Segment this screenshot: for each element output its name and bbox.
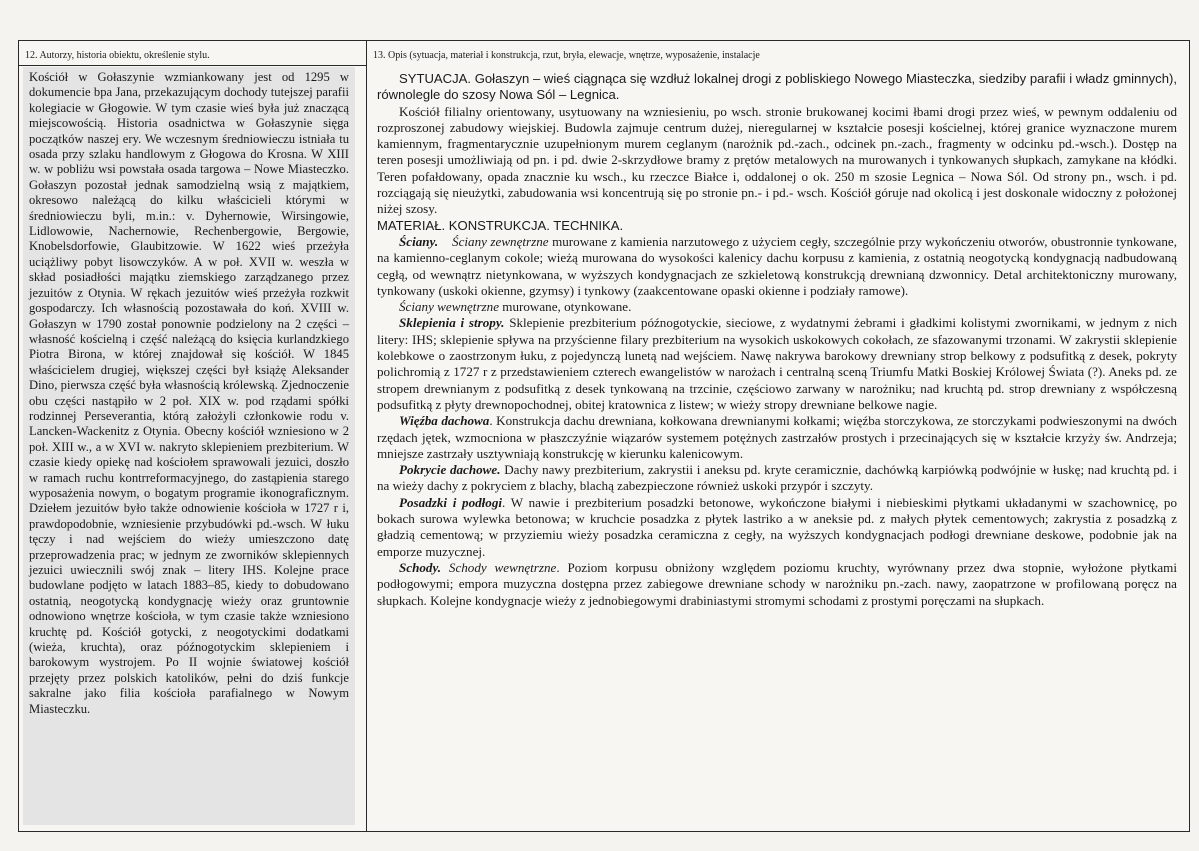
floors-text: . W nawie i prezbiterium posadzki betonowe, wykończone białymi i niebieskimi płytkami układanymi w szachownicę, po bokach surowa wylewka betonowa; w kruchcie posadzka z płytek lastriko a w aneksie pd. z małych płytek cementowych; zakrystia z posadzką z gładzią cementową; w przyziemiu wieży posadzka ceramiczna z cegły, na wyższych kondygnacjach podłogi drewniane deskowe, podobnie jak na emporze muzycznej. (377, 494, 1177, 559)
walls-exterior-text: murowane z kamienia narzutowego z użyciem cegły, szczególnie przy wykończeniu otworów, obustronnie tynkowane, na kamienno-ceglanym cokole; wieżą murowana do wysokości kalenicy dachu korpusu z kamienia, z ostatnią neogotycką kondygnacją nadbudowaną cegłą, od wewnątrz nietynkowana, w wyższych kondygnacjach ze szkieletową konstrukcją drewnianą dzwonnicy. Detal architektoniczny murowany, tynkowany (uskoki okienne, gzymsy) i tynkowy (zaakcentowane opaski okienne i podziały ramowe). (377, 233, 1177, 298)
roofing-label: Pokrycie dachowe. (399, 462, 501, 478)
situation-text: . Gołaszyn – wieś ciągnąca się wzdłuż lokalnej drogi z pobliskiego Nowego Miasteczka, siedziby parafii i władz gminnych), równolegle do szosy Nowa Sól – Legnica. (377, 71, 1177, 103)
material-heading: MATERIAŁ. KONSTRUKCJA. TECHNIKA. (377, 217, 624, 233)
walls-interior-text: murowane, otynkowane. (499, 299, 632, 315)
walls-exterior-label: Ściany zewnętrzne (452, 233, 549, 249)
floors-label: Posadzki i podłogi (399, 494, 503, 510)
vaults-text: Sklepienie prezbiterium późnogotyckie, sieciowe, z wydatnymi żebrami i gładkimi kolistymi zwornikami, w jednym z nich litery: IHS; sklepienie spływa na przyścienne filary prezbiterium na wysokich uskokowych cokołach, ze sfazowanymi trzonami. W zakrystii sklepienie kolebkowe o zaostrzonym łuku, z pojedynczą lunetą nad wejściem. Nawę nakrywa barokowy drewniany strop belkowy z podsufitką z desek, pokryty polichromią z 1727 r z przedstawieniem czterech ewangelistów w narożach i centralną sceną Triumfu Matki Boskiej Królowej Świata (?). Aneks pd. ze stropem drewnianym z podsufitką z desek tynkowaną na trzcinie, częściowo zarwany w narożniku; nad kruchtą pd. strop drewniany z współczesną podsufitką z płyty drewnopochodnej, obitej kratownica z listew; w wieży stropy drewniane belkowe nagie. (377, 315, 1177, 412)
stairs-paragraph (377, 560, 1177, 609)
history-text: Kościół w Gołaszynie wzmiankowany jest od 1295 w dokumencie bpa Jana, przekazującym dochody tutejszej parafii kolegiacie w Głogowie. W tym czasie wieś była już znaczącą miejscowością. Historia osadnictwa w Gołaszynie sięga początków naszej ery. We wczesnym średniowieczu istniała tu osada przy szlaku handlowym z Głogowa do Krosna. W XIII w. w pobliżu wsi powstała osada targowa – Nowe Miasteczko. Gołaszyn pozostał jednak samodzielną wsią z majątkiem, okresowo należącą do kilku właścicieli którymi w średniowieczu byli, m.in.: v. Dyhernowie, Wirsingowie, Lidlowowie, Nachernowie, Rechenbergowie, Bergowie, Knobelsdorfowie, Glaubitzowie. W 1622 wieś przeżyła uciążliwy pobyt lisowczyków. A w poł. XVII w. weszła w skład posiadłości majątku ziemskiego zarządzanego przez jezuitów z Otynia. W rękach jezuitów wieś przeżyła rozkwit gospodarczy. Ich własnością pozostawała do koń. XVIII w. Gołaszyn w 1790 został ponownie podzielony na 2 części – własność kościelną i część należącą do księcia kurlandzkiego Piotra Birona, w której znajdował się kościół. W 1845 właścicielem drugiej, większej części był książę Aleksander Dino, pierwsza część była własnością królewską. Zjednoczenie obu części nastąpiło w 2 poł. XIX w. pod rządami spółki rodzinnej Perseverantia, którą założyli członkowie rodu v. Lancken-Wackenitz z Otynia. Obecny kościół wzniesiono w 2 poł. XIII w., a w XVI w. nakryto sklepieniem prezbiterium. W czasie kiedy opiekę nad kościołem sprawowali jezuici, doszło w ramach ruchu kontrreformacyjnego, do zastąpienia starego wyposażenia nowym, o bogatym programie ikonograficznym. Dziełem jezuitów było także odnowienie kościoła w 1727 r i, prawdopodobnie, wzniesienie przybudówki pd.-wsch. W łuku tęczy i nad wejściem do wieży umieszczono datę przeprowadzenia prac; w jednym ze zworników sklepiennych jezuici uwiecznili swój znak – litery IHS. Kolejne prace budowlane podjęto w latach 1883–85, kiedy to dobudowano ostatnią, neogotycką kondygnację wieży oraz gruntownie odnowiono wnętrze kościoła, w tym czasie także wzniesiono kruchtę pd. Kościół gotycki, z neogotyckimi dodatkami (wieża, kruchta), oraz późnogotyckim sklepieniem i barokowym wystrojem. Po II wojnie światowej kościół przejęty przez polskich katolików, pełni do dziś funkcje sakralne jako filia kościoła parafialnego w Nowym Miasteczku. (29, 70, 349, 716)
situation-label: SYTUACJA (399, 71, 468, 86)
roof-truss-label: Więźba dachowa (399, 413, 490, 429)
walls-interior-label: Ściany wewnętrzne (399, 299, 499, 315)
roof-truss-paragraph (377, 413, 1177, 462)
walls-interior-paragraph (377, 299, 1177, 315)
stairs-text: . Poziom korpusu obniżony względem poziomu kruchty, wyrównany przez dwa stopnie, wyłożone płytkami podłogowymi; empora muzyczna dostępna przez zabiegowe drewniane schody w narożniku pn.-zach. nawy, zaopatrzone w profilowaną poręcz na słupkach. Kolejne kondygnacje wieży z jednobiegowymi drabiniastymi stromymi schodami z prostymi poręczami na słupkach. (377, 559, 1177, 608)
roofing-text: Dachy nawy prezbiterium, zakrystii i aneksu pd. kryte ceramicznie, dachówką karpiówką podwójnie w łuskę; nad kruchtą pd. i na wieży dachy z pokryciem z blachy, blachą zabezpieczone również uskoki przypór i szczyty. (377, 462, 1178, 494)
description-column (367, 41, 1189, 831)
stairs-label: Schody. (399, 559, 442, 575)
walls-paragraph (377, 234, 1177, 299)
history-column-header: 12. Autorzy, historia obiektu, określenie stylu. (19, 41, 366, 66)
situation-paragraph (377, 71, 1177, 104)
history-text-box (23, 67, 355, 825)
form-sheet (18, 40, 1190, 832)
roof-truss-text: . Konstrukcja dachu drewniana, kołkowana drewnianymi kołkami; więźba storczykowa, ze storczykami podwieszonymi na dwóch rzędach jętek, wzmocniona w płaszczyźnie wiązarów systemem potężnych zastrzałów prostych i przecinających się w kształcie krzyży św. Andrzeja; mniejsze zastrzały usztywniają konstrukcję w kierunku kalenicowym. (377, 413, 1177, 461)
vaults-label: Sklepienia i stropy. (399, 315, 505, 331)
stairs-interior-label: Schody wewnętrzne (448, 559, 557, 575)
history-column (19, 41, 367, 831)
description-text-body (377, 71, 1177, 609)
roofing-paragraph (377, 462, 1177, 495)
situation-paragraph-2: Kościół filialny orientowany, usytuowany na wzniesieniu, po wsch. stronie brukowanej kocimi łbami drogi przez wieś, w pewnym oddaleniu od rozproszonej zabudowy wiejskiej. Budowla zajmuje centrum dużej, nieregularnej w kształcie posesji kościelnej, której granice wyznaczone murem kamiennym, fragmentarycznie uzupełnionym murem ceglanym (narożnik pd.-zach., odcinek pn.-zach., fragmenty w odcinku pd.-wsch.). Dostęp na teren posesji umożliwiają od pn. i pd. dwie 2-skrzydłowe bramy z prętów metalowych na murowanych i tynkowanych słupkach, zamykane na kłódki. Teren pofałdowany, opada znacznie ku wsch., ku rzeczce Białce i, oddalonej o ok. 250 m szosie Legnica – Nowa Sól. Od strony pn., wsch. i pd. rozciągają się nieużytki, zabudowania wsi koncentrują się po stronie pn.- i pd.- wsch. Kościół góruje nad okolicą i jest doskonale widoczny z położonej niżej szosy. (377, 103, 1177, 217)
description-column-header: 13. Opis (sytuacja, materiał i konstrukcja, rzut, bryła, elewacje, wnętrze, wyposażenie, instalacje (373, 50, 760, 61)
floors-paragraph (377, 495, 1177, 560)
vaults-paragraph (377, 315, 1177, 413)
walls-label: Ściany. (399, 233, 439, 249)
